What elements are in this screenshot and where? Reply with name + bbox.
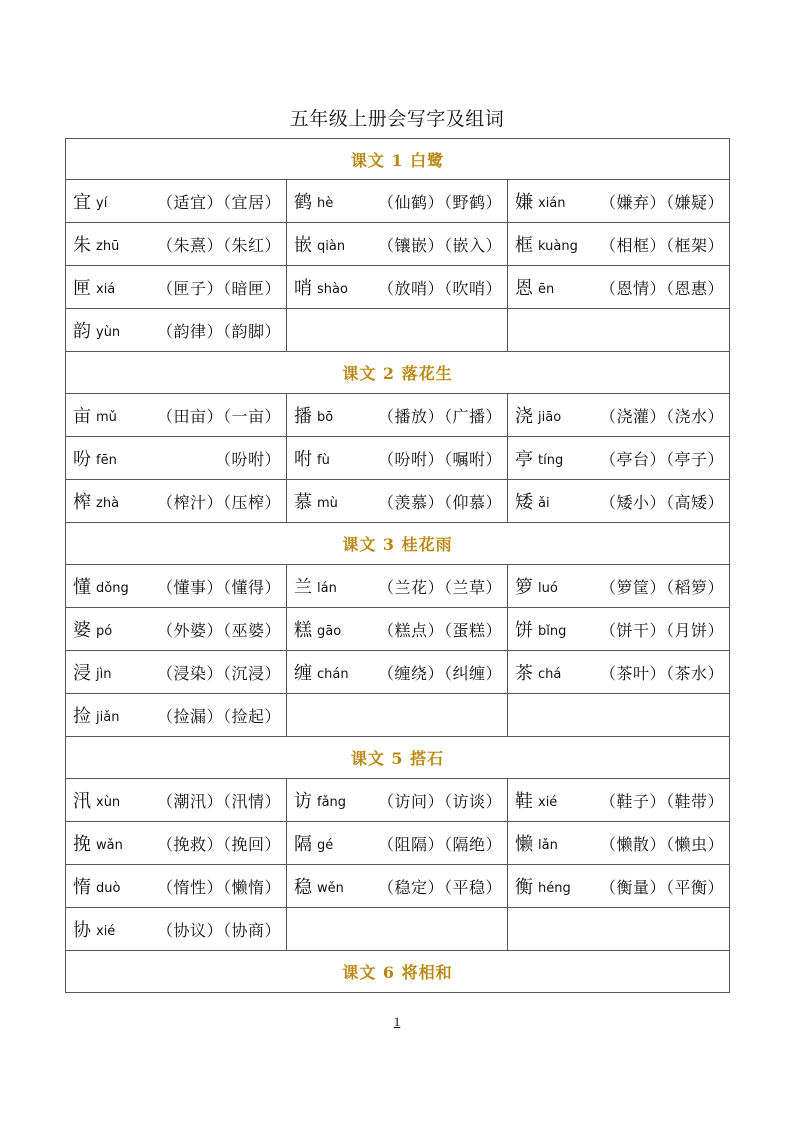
word-combinations: （懒散）（懒虫） xyxy=(599,834,724,854)
word-combinations: （朱熹）（朱红） xyxy=(156,235,281,255)
table-row xyxy=(65,180,730,223)
vocab-cell xyxy=(508,437,729,479)
character: 挽 xyxy=(73,834,91,855)
pinyin: lǎn xyxy=(538,837,558,853)
table-row xyxy=(65,865,730,908)
vocab-cell xyxy=(66,779,287,821)
word-combinations: （浸染）（沉浸） xyxy=(156,663,281,683)
character: 懂 xyxy=(73,577,91,598)
table-row xyxy=(65,694,730,737)
character: 咐 xyxy=(294,449,312,470)
vocab-cell xyxy=(66,480,287,522)
word-combinations: （缠绕）（纠缠） xyxy=(377,663,502,683)
character: 婆 xyxy=(73,620,91,641)
pinyin: jìn xyxy=(96,666,112,682)
pinyin: gé xyxy=(317,837,334,853)
word-combinations: （恩情）（恩惠） xyxy=(599,278,724,298)
word-combinations: （矮小）（高矮） xyxy=(599,492,724,512)
pinyin: luó xyxy=(538,580,558,596)
vocab-cell xyxy=(287,694,508,736)
vocab-cell xyxy=(66,180,287,222)
character: 糕 xyxy=(294,620,312,641)
pinyin: kuàng xyxy=(538,238,578,254)
character: 框 xyxy=(515,235,533,256)
pinyin: wěn xyxy=(317,880,344,896)
vocab-cell xyxy=(508,480,729,522)
character: 鹤 xyxy=(294,192,312,213)
character: 访 xyxy=(294,791,312,812)
pinyin: xùn xyxy=(96,794,121,810)
character: 嵌 xyxy=(294,235,312,256)
pinyin: jiǎn xyxy=(96,709,120,725)
vocab-cell xyxy=(66,437,287,479)
pinyin: lán xyxy=(317,580,337,596)
word-combinations: （糕点）（蛋糕） xyxy=(377,620,502,640)
pinyin: chán xyxy=(317,666,349,682)
word-combinations: （懂事）（懂得） xyxy=(156,577,281,597)
word-combinations: （放哨）（吹哨） xyxy=(377,278,502,298)
pinyin: xié xyxy=(538,794,558,810)
vocab-cell xyxy=(287,608,508,650)
vocab-cell xyxy=(66,865,287,907)
character: 鞋 xyxy=(515,791,533,812)
vocab-cell xyxy=(508,651,729,693)
word-combinations: （镶嵌）（嵌入） xyxy=(377,235,502,255)
table-row xyxy=(65,223,730,266)
word-combinations: （潮汛）（汛情） xyxy=(156,791,281,811)
vocab-cell xyxy=(508,608,729,650)
section-header: 课文 6 将相和 xyxy=(65,951,730,993)
vocab-cell xyxy=(508,266,729,308)
section-header: 课文 2 落花生 xyxy=(65,352,730,394)
pinyin: wǎn xyxy=(96,837,123,853)
word-combinations: （韵律）（韵脚） xyxy=(156,321,281,341)
character: 宜 xyxy=(73,192,91,213)
word-combinations: （外婆）（巫婆） xyxy=(156,620,281,640)
pinyin: yí xyxy=(96,195,108,211)
character: 浇 xyxy=(515,406,533,427)
pinyin: shào xyxy=(317,281,348,297)
vocab-cell xyxy=(287,394,508,436)
table-row xyxy=(65,480,730,523)
vocab-cell xyxy=(66,651,287,693)
table-row xyxy=(65,779,730,822)
pinyin: bō xyxy=(317,409,334,425)
word-combinations: （惰性）（懒惰） xyxy=(156,877,281,897)
character: 韵 xyxy=(73,321,91,342)
vocab-cell xyxy=(66,565,287,607)
page-number: 1 xyxy=(393,1014,401,1029)
vocab-cell xyxy=(66,266,287,308)
pinyin: fēn xyxy=(96,452,117,468)
pinyin: ǎi xyxy=(538,495,550,511)
word-combinations: （羡慕）（仰慕） xyxy=(377,492,502,512)
table-row xyxy=(65,565,730,608)
character: 播 xyxy=(294,406,312,427)
word-combinations: （挽救）（挽回） xyxy=(156,834,281,854)
pinyin: mǔ xyxy=(96,409,117,425)
word-combinations: （吩咐）（嘱咐） xyxy=(377,449,502,469)
pinyin: mù xyxy=(317,495,338,511)
word-combinations: （匣子）（暗匣） xyxy=(156,278,281,298)
character: 亩 xyxy=(73,406,91,427)
vocab-cell xyxy=(287,822,508,864)
pinyin: gāo xyxy=(317,623,342,639)
section-header: 课文 3 桂花雨 xyxy=(65,523,730,565)
vocab-cell xyxy=(508,180,729,222)
pinyin: tíng xyxy=(538,452,564,468)
word-combinations: （浇灌）（浇水） xyxy=(599,406,724,426)
vocab-cell xyxy=(287,266,508,308)
pinyin: hè xyxy=(317,195,334,211)
character: 慕 xyxy=(294,492,312,513)
vocab-cell xyxy=(508,565,729,607)
vocab-cell xyxy=(66,309,287,351)
table-row xyxy=(65,651,730,694)
word-combinations: （捡漏）（捡起） xyxy=(156,706,281,726)
vocab-cell xyxy=(508,779,729,821)
character: 衡 xyxy=(515,877,533,898)
vocabulary-table xyxy=(65,138,730,993)
character: 捡 xyxy=(73,706,91,727)
word-combinations: （衡量）（平衡） xyxy=(599,877,724,897)
character: 嫌 xyxy=(515,192,533,213)
section-header: 课文 5 搭石 xyxy=(65,737,730,779)
pinyin: qiàn xyxy=(317,238,346,254)
character: 稳 xyxy=(294,877,312,898)
pinyin: chá xyxy=(538,666,562,682)
word-combinations: （榨汁）（压榨） xyxy=(156,492,281,512)
character: 汛 xyxy=(73,791,91,812)
vocab-cell xyxy=(287,565,508,607)
character: 恩 xyxy=(515,278,533,299)
pinyin: dǒng xyxy=(96,580,129,596)
table-row xyxy=(65,437,730,480)
character: 茶 xyxy=(515,663,533,684)
pinyin: fù xyxy=(317,452,330,468)
vocab-cell xyxy=(287,480,508,522)
pinyin: fǎng xyxy=(317,794,347,810)
character: 惰 xyxy=(73,877,91,898)
character: 浸 xyxy=(73,663,91,684)
table-row xyxy=(65,309,730,352)
pinyin: pó xyxy=(96,623,113,639)
vocab-cell xyxy=(66,694,287,736)
vocab-cell xyxy=(66,223,287,265)
pinyin: zhū xyxy=(96,238,120,254)
word-combinations: （嫌弃）（嫌疑） xyxy=(599,192,724,212)
character: 隔 xyxy=(294,834,312,855)
pinyin: jiāo xyxy=(538,409,562,425)
vocab-cell xyxy=(287,779,508,821)
table-row xyxy=(65,822,730,865)
vocab-cell xyxy=(287,309,508,351)
table-row xyxy=(65,394,730,437)
vocab-cell xyxy=(508,309,729,351)
character: 饼 xyxy=(515,620,533,641)
vocab-cell xyxy=(287,437,508,479)
word-combinations: （亭台）（亭子） xyxy=(599,449,724,469)
pinyin: duò xyxy=(96,880,121,896)
word-combinations: （播放）（广播） xyxy=(377,406,502,426)
pinyin: ēn xyxy=(538,281,555,297)
vocab-cell xyxy=(508,223,729,265)
vocab-cell xyxy=(287,223,508,265)
character: 兰 xyxy=(294,577,312,598)
vocab-cell xyxy=(66,608,287,650)
pinyin: yùn xyxy=(96,324,121,340)
character: 箩 xyxy=(515,577,533,598)
word-combinations: （阻隔）（隔绝） xyxy=(377,834,502,854)
vocab-cell xyxy=(66,908,287,950)
word-combinations: （箩筐）（稻箩） xyxy=(599,577,724,597)
pinyin: xiá xyxy=(96,281,116,297)
character: 亭 xyxy=(515,449,533,470)
character: 缠 xyxy=(294,663,312,684)
vocab-cell xyxy=(287,908,508,950)
character: 榨 xyxy=(73,492,91,513)
word-combinations: （吩咐） xyxy=(214,449,281,469)
character: 朱 xyxy=(73,235,91,256)
pinyin: héng xyxy=(538,880,571,896)
word-combinations: （仙鹤）（野鹤） xyxy=(377,192,502,212)
vocab-cell xyxy=(508,394,729,436)
page-title: 五年级上册会写字及组词 xyxy=(289,108,505,130)
vocab-cell xyxy=(66,394,287,436)
word-combinations: （兰花）（兰草） xyxy=(377,577,502,597)
vocab-cell xyxy=(287,180,508,222)
table-row xyxy=(65,608,730,651)
pinyin: zhà xyxy=(96,495,120,511)
word-combinations: （饼干）（月饼） xyxy=(599,620,724,640)
pinyin: xié xyxy=(96,923,116,939)
word-combinations: （适宜）（宜居） xyxy=(156,192,281,212)
character: 懒 xyxy=(515,834,533,855)
vocab-cell xyxy=(287,651,508,693)
section-header: 课文 1 白鹭 xyxy=(65,138,730,180)
vocab-cell xyxy=(508,908,729,950)
vocab-cell xyxy=(508,865,729,907)
pinyin: bǐng xyxy=(538,623,567,639)
word-combinations: （鞋子）（鞋带） xyxy=(599,791,724,811)
vocab-cell xyxy=(508,694,729,736)
vocab-cell xyxy=(287,865,508,907)
word-combinations: （茶叶）（茶水） xyxy=(599,663,724,683)
word-combinations: （田亩）（一亩） xyxy=(156,406,281,426)
character: 协 xyxy=(73,920,91,941)
character: 哨 xyxy=(294,278,312,299)
table-row xyxy=(65,908,730,951)
word-combinations: （访问）（访谈） xyxy=(377,791,502,811)
word-combinations: （协议）（协商） xyxy=(156,920,281,940)
table-row xyxy=(65,266,730,309)
character: 匣 xyxy=(73,278,91,299)
character: 矮 xyxy=(515,492,533,513)
character: 吩 xyxy=(73,449,91,470)
word-combinations: （相框）（框架） xyxy=(599,235,724,255)
pinyin: xián xyxy=(538,195,566,211)
word-combinations: （稳定）（平稳） xyxy=(377,877,502,897)
vocab-cell xyxy=(66,822,287,864)
vocab-cell xyxy=(508,822,729,864)
